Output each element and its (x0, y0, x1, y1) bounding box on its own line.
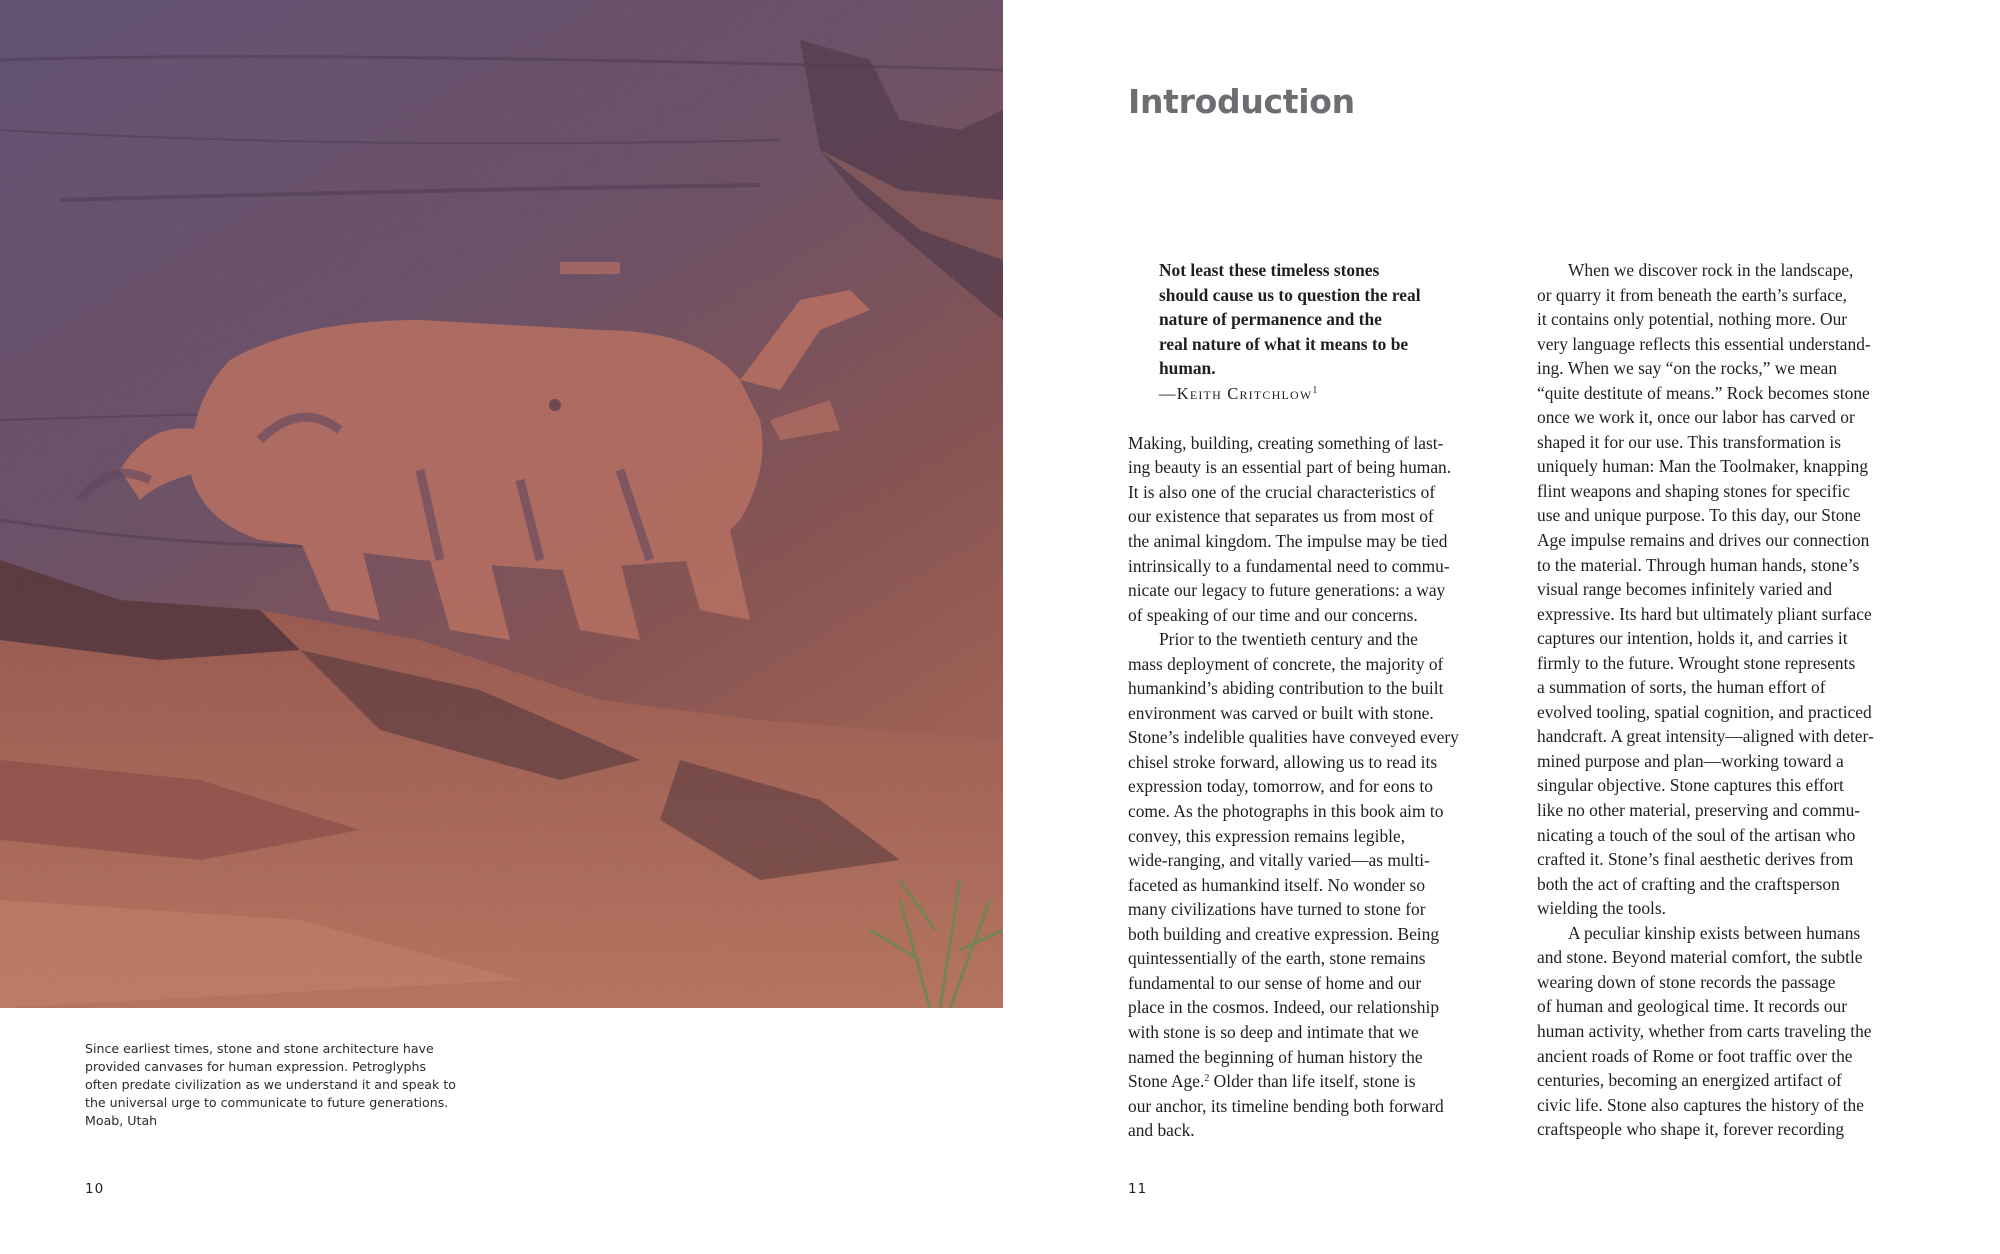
photo-caption (85, 1040, 465, 1130)
caption-line: the universal urge to communicate to future generations. (85, 1095, 449, 1110)
text-line: named the beginning of human history the (1128, 1046, 1423, 1067)
text-column-left (1128, 258, 1508, 1143)
petroglyph-rock-panel-icon (0, 0, 1003, 1008)
text-line: humankind’s abiding contribution to the built (1128, 678, 1444, 699)
text-line: ing. When we say “on the rocks,” we mean (1537, 358, 1838, 379)
text-line: Stone’s indelible qualities have conveyed every (1128, 727, 1459, 748)
chapter-title: Introduction (1128, 82, 1355, 121)
text-line: and back. (1128, 1120, 1195, 1141)
text-line: nicating a touch of the soul of the artisan who (1537, 824, 1856, 845)
text-line: use and unique purpose. To this day, our Stone (1537, 505, 1861, 526)
text-line: it contains only potential, nothing more. Our (1537, 309, 1848, 330)
quote-line: nature of permanence and the (1159, 309, 1382, 330)
text-line: to the material. Through human hands, stone’s (1537, 554, 1860, 575)
text-line: crafted it. Stone’s final aesthetic derives from (1537, 849, 1854, 870)
epigraph (1159, 258, 1508, 406)
text-line: expression today, tomorrow, and for eons to (1128, 776, 1433, 797)
text-line: and stone. Beyond material comfort, the subtle (1537, 947, 1863, 968)
text-line: civic life. Stone also captures the history of the (1537, 1094, 1864, 1115)
text-line: both building and creative expression. Being (1128, 923, 1440, 944)
text-line: or quarry it from beneath the earth’s surface, (1537, 284, 1847, 305)
text-line: convey, this expression remains legible, (1128, 825, 1406, 846)
text-line: uniquely human: Man the Toolmaker, knapping (1537, 456, 1869, 477)
text-line: Prior to the twentieth century and the (1159, 629, 1418, 650)
quote-line: should cause us to question the real (1159, 284, 1421, 305)
text-line: mined purpose and plan—working toward a (1537, 750, 1844, 771)
text-line: handcraft. A great intensity—aligned with deter- (1537, 726, 1874, 747)
text-line: both the act of crafting and the craftsperson (1537, 873, 1840, 894)
text-line: centuries, becoming an energized artifact of (1537, 1070, 1842, 1091)
text-line: of speaking of our time and our concerns. (1128, 604, 1418, 625)
text-line: ancient roads of Rome or foot traffic over the (1537, 1045, 1853, 1066)
text-line: fundamental to our sense of home and our (1128, 972, 1422, 993)
text-line: A peculiar kinship exists between humans (1568, 922, 1861, 943)
page-number-right: 11 (1128, 1181, 1148, 1197)
text-line: with stone is so deep and intimate that we (1128, 1021, 1419, 1042)
text-line: our anchor, its timeline bending both forward (1128, 1095, 1444, 1116)
text-line: mass deployment of concrete, the majority of (1128, 653, 1444, 674)
text-line: place in the cosmos. Indeed, our relationship (1128, 997, 1440, 1018)
paragraph-2 (1128, 627, 1508, 1142)
text-line: intrinsically to a fundamental need to commu- (1128, 555, 1450, 576)
paragraph-3 (1537, 258, 1927, 921)
text-line: captures our intention, holds it, and carries it (1537, 628, 1848, 649)
text-line: Age impulse remains and drives our connection (1537, 530, 1870, 551)
epigraph-quote (1159, 258, 1508, 381)
text-line: wide-ranging, and vitally varied—as multi- (1128, 850, 1430, 871)
caption-location: Moab, Utah (85, 1113, 158, 1128)
footnote-ref-2: 2 (1204, 1073, 1210, 1085)
text-line: like no other material, preserving and commu- (1537, 800, 1861, 821)
text-line: flint weapons and shaping stones for specific (1537, 480, 1850, 501)
text-line: the animal kingdom. The impulse may be tied (1128, 531, 1448, 552)
paragraph-1 (1128, 431, 1508, 627)
text-line: evolved tooling, spatial cognition, and practiced (1537, 701, 1872, 722)
text-line: human activity, whether from carts traveling the (1537, 1020, 1872, 1041)
text-line: our existence that separates us from most of (1128, 506, 1434, 527)
text-line: a summation of sorts, the human effort of (1537, 677, 1826, 698)
text-line: of human and geological time. It records our (1537, 996, 1848, 1017)
text-column-right (1537, 258, 1927, 1142)
epigraph-attribution: —Keith Critchlow (1159, 383, 1313, 403)
text-line: very language reflects this essential understand- (1537, 333, 1871, 354)
caption-line: provided canvases for human expression. Petroglyphs (85, 1059, 427, 1074)
paragraph-4 (1537, 921, 1927, 1142)
caption-line: Since earliest times, stone and stone architecture have (85, 1041, 434, 1056)
text-line: ing beauty is an essential part of being human. (1128, 457, 1452, 478)
text-fragment: Older than life itself, stone is (1209, 1071, 1416, 1092)
quote-line: Not least these timeless stones (1159, 260, 1380, 280)
text-line: craftspeople who shape it, forever recording (1537, 1119, 1845, 1140)
text-line: “quite destitute of means.” Rock becomes stone (1537, 382, 1870, 403)
text-line: shaped it for our use. This transformation is (1537, 431, 1841, 452)
text-line: It is also one of the crucial characteristics of (1128, 481, 1436, 502)
text-line: environment was carved or built with stone. (1128, 702, 1434, 723)
text-line: visual range becomes infinitely varied and (1537, 579, 1833, 600)
quote-line: real nature of what it means to be (1159, 333, 1409, 354)
text-line: firmly to the future. Wrought stone represents (1537, 652, 1856, 673)
footnote-ref-1: 1 (1312, 384, 1318, 396)
page-number-left: 10 (85, 1181, 105, 1197)
text-line: faceted as humankind itself. No wonder so (1128, 874, 1426, 895)
text-fragment: Stone Age. (1128, 1071, 1205, 1092)
text-line: Making, building, creating something of last- (1128, 432, 1444, 453)
text-line: many civilizations have turned to stone for (1128, 899, 1426, 920)
text-line-with-note (1128, 1069, 1508, 1094)
text-line: When we discover rock in the landscape, (1568, 260, 1854, 280)
quote-line: human. (1159, 358, 1216, 379)
text-line: nicate our legacy to future generations: a way (1128, 580, 1446, 601)
text-line: once we work it, once our labor has carved or (1537, 407, 1855, 428)
caption-line: often predate civilization as we understand it and speak to (85, 1077, 456, 1092)
text-line: come. As the photographs in this book aim to (1128, 801, 1444, 822)
epigraph-attribution-line (1159, 381, 1508, 407)
petroglyph-photo (0, 0, 1003, 1008)
text-line: expressive. Its hard but ultimately pliant surface (1537, 603, 1872, 624)
text-line: quintessentially of the earth, stone remains (1128, 948, 1426, 969)
text-line: wielding the tools. (1537, 898, 1666, 919)
text-line: chisel stroke forward, allowing us to read its (1128, 751, 1438, 772)
text-line: singular objective. Stone captures this effort (1537, 775, 1844, 796)
text-line: wearing down of stone records the passage (1537, 971, 1836, 992)
